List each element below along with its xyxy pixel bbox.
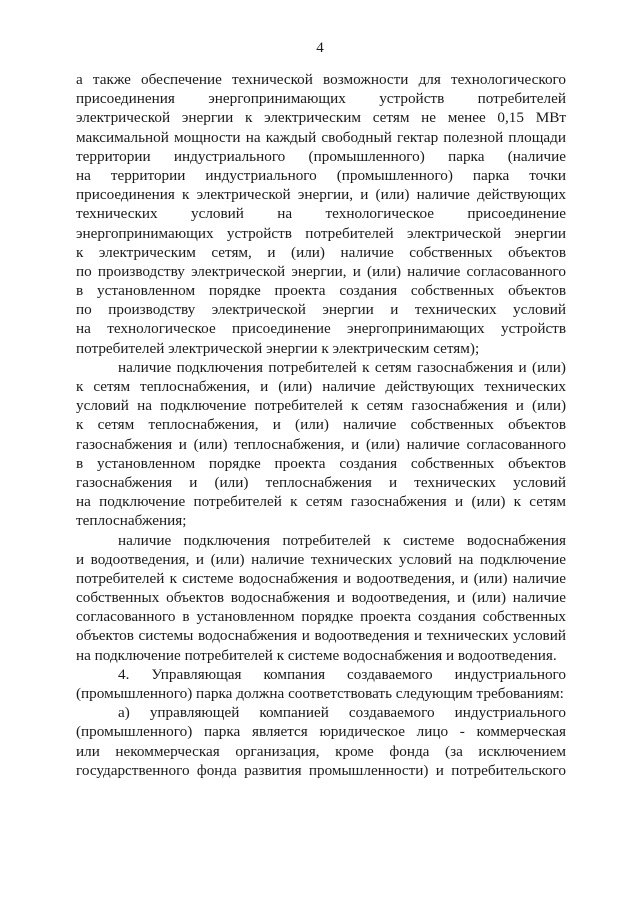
text-line: по производству электрической энергии и технических условий (76, 301, 566, 319)
text-line: государственного фонда развития промышленности) и потребительского (76, 761, 566, 779)
text-line: 4. Управляющая компания создаваемого индустриального (118, 665, 566, 683)
text-line: и водоотведения, и (или) наличие технических условий на подключение (76, 550, 566, 568)
text-line: (промышленного) парка должна соответствовать следующим требованиям: (76, 685, 564, 702)
text-line: в установленном порядке проекта создания собственных объектов (76, 282, 566, 300)
text-line: потребителей электрической энергии к электрическим сетям); (76, 339, 480, 357)
text-line: на подключение потребителей к сетям газоснабжения и (или) к сетям (76, 493, 566, 511)
text-line: теплоснабжения; (76, 512, 187, 530)
paragraph (76, 665, 566, 703)
text-line: на территории индустриального (промышленного) парка точки (76, 166, 566, 184)
text-line: к сетям теплоснабжения, и (или) наличие собственных объектов (76, 416, 566, 434)
text-line: или некоммерческая организация, кроме фонда (за исключением (76, 742, 566, 760)
page-number: 4 (316, 40, 324, 56)
text-line: к сетям теплоснабжения, и (или) наличие действующих технических (76, 378, 566, 395)
document-body (76, 70, 566, 780)
text-line: потребителей к системе водоснабжения и водоотведения, и (или) наличие (76, 569, 566, 587)
text-line: в установленном порядке проекта создания собственных объектов (76, 454, 566, 472)
text-line: на технологическое присоединение энергопринимающих устройств (76, 320, 566, 338)
text-line: объектов системы водоснабжения и водоотведения и технических условий (76, 627, 566, 645)
text-line: территории индустриального (промышленного) парка (наличие (76, 147, 566, 165)
text-line: присоединения энергопринимающих устройств потребителей (76, 90, 566, 108)
text-line: максимальной мощности на каждый свободный гектар полезной площади (76, 128, 566, 146)
text-line: к электрическим сетям, и (или) наличие собственных объектов (76, 243, 566, 261)
text-line: а также обеспечение технической возможности для технологического (76, 71, 566, 88)
text-line: согласованного в установленном порядке проекта создания собственных (76, 608, 566, 626)
text-line: энергопринимающих устройств потребителей электрической энергии (76, 224, 566, 242)
text-line: электрической энергии к электрическим сетям не менее 0,15 МВт (76, 109, 566, 127)
text-line: газоснабжения и (или) теплоснабжения, и (или) наличие согласованного (76, 435, 566, 453)
text-line: условий на подключение потребителей к сетям газоснабжения и (или) (76, 397, 566, 415)
text-line: на подключение потребителей к системе водоснабжения и водоотведения. (76, 646, 557, 664)
paragraph (76, 358, 566, 531)
paragraph (76, 70, 566, 358)
text-line: технических условий на технологическое присоединение (76, 205, 566, 223)
paragraph (76, 703, 566, 780)
text-line: наличие подключения потребителей к сетям газоснабжения и (или) (118, 358, 566, 376)
text-line: присоединения к электрической энергии, и (или) наличие действующих (76, 186, 566, 204)
text-line: а) управляющей компанией создаваемого индустриального (118, 704, 566, 722)
text-line: газоснабжения и (или) теплоснабжения и технических условий (76, 473, 566, 491)
paragraph (76, 531, 566, 665)
text-line: собственных объектов водоснабжения и водоотведения, и (или) наличие (76, 589, 566, 607)
text-line: (промышленного) парка является юридическое лицо - коммерческая (76, 723, 566, 741)
text-line: по производству электрической энергии, и (или) наличие согласованного (76, 262, 566, 280)
text-line: наличие подключения потребителей к системе водоснабжения (118, 531, 566, 549)
